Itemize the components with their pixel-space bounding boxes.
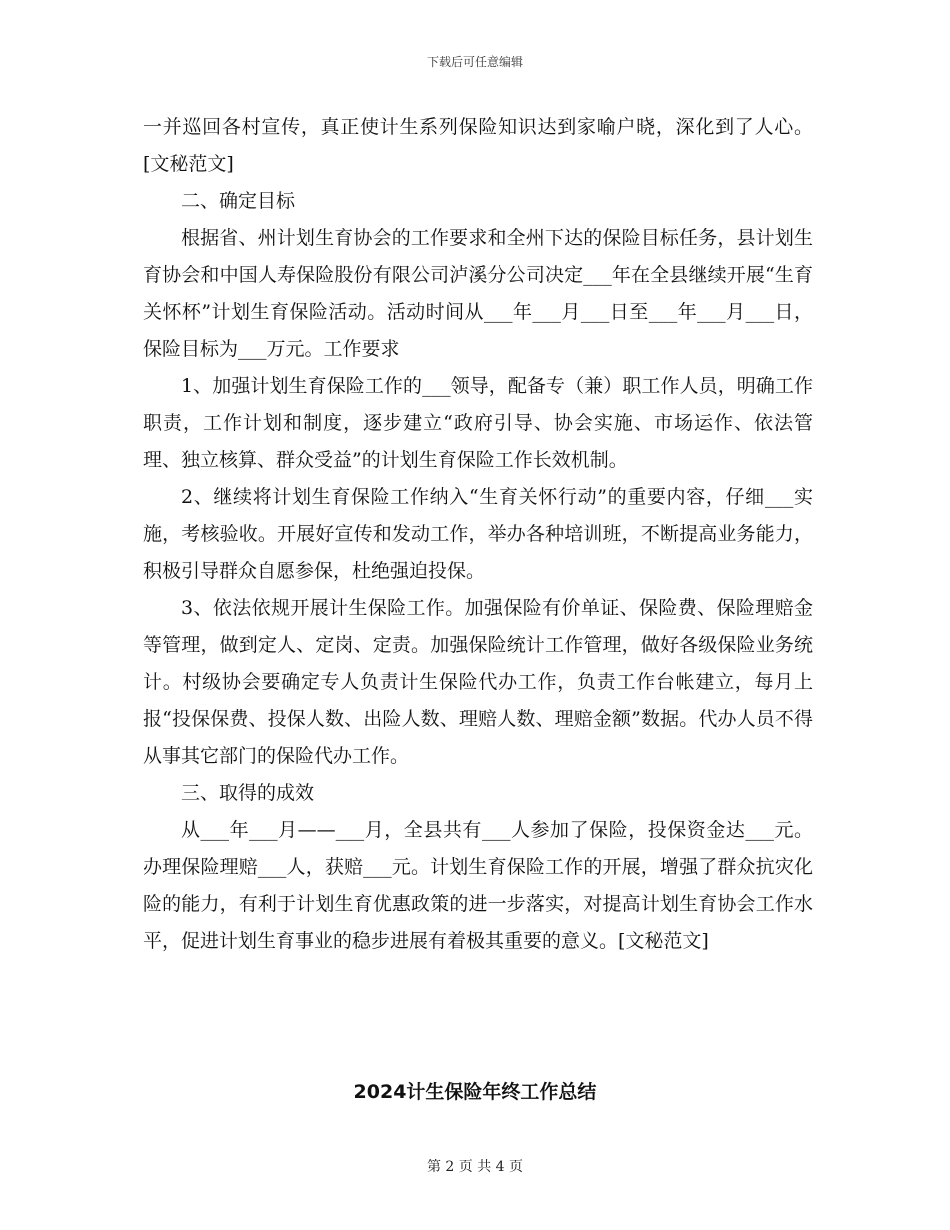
section-heading-goals: 二、确定目标	[181, 190, 296, 212]
document-body	[143, 109, 813, 960]
section-heading-results: 三、取得的成效	[181, 782, 315, 804]
paragraph-requirement-2: 2、继续将计划生育保险工作纳入“生育关怀行动”的重要内容，仔细___实施，考核验收。开展好宣传和发动工作，举办各种培训班，不断提高业务能力，积极引导群众自愿参保，杜绝强迫投保。	[143, 486, 813, 582]
page-number: 第 2 页 共 4 页	[426, 1159, 524, 1175]
document-title: 2024计生保险年终工作总结	[353, 1081, 597, 1103]
paragraph-continuation: 一并巡回各村宣传，真正使计生系列保险知识达到家喻户晓，深化到了人心。[文秘范文]	[143, 116, 813, 175]
paragraph-results: 从___年___月——___月，全县共有___人参加了保险，投保资金达___元。办理保险理赔___人，获赔___元。计划生育保险工作的开展，增强了群众抗灾化险的能力，有利于计划生育优惠政策的进一步落实，对提高计划生育协会工作水平，促进计划生育事业的稳步进展有着极其重要的意义。[文秘范文]	[143, 819, 813, 952]
paragraph-requirement-3: 3、依法依规开展计生保险工作。加强保险有价单证、保险费、保险理赔金等管理，做到定人、定岗、定责。加强保险统计工作管理，做好各级保险业务统计。村级协会要确定专人负责计生保险代办工作，负责工作台帐建立，每月上报“投保保费、投保人数、出险人数、理赔人数、理赔金额”数据。代办人员不得从事其它部门的保险代办工作。	[143, 597, 813, 767]
paragraph-goals: 根据省、州计划生育协会的工作要求和全州下达的保险目标任务，县计划生育协会和中国人寿保险股份有限公司泸溪分公司决定___年在全县继续开展“生育关怀杯”计划生育保险活动。活动时间从___年___月___日至___年___月___日，保险目标为___万元。工作要求	[143, 227, 813, 360]
paragraph-requirement-1: 1、加强计划生育保险工作的___领导，配备专（兼）职工作人员，明确工作职责，工作计划和制度，逐步建立“政府引导、协会实施、市场运作、依法管理、独立核算、群众受益”的计划生育保险工作长效机制。	[143, 375, 813, 471]
header-note: 下载后可任意编辑	[426, 55, 523, 69]
